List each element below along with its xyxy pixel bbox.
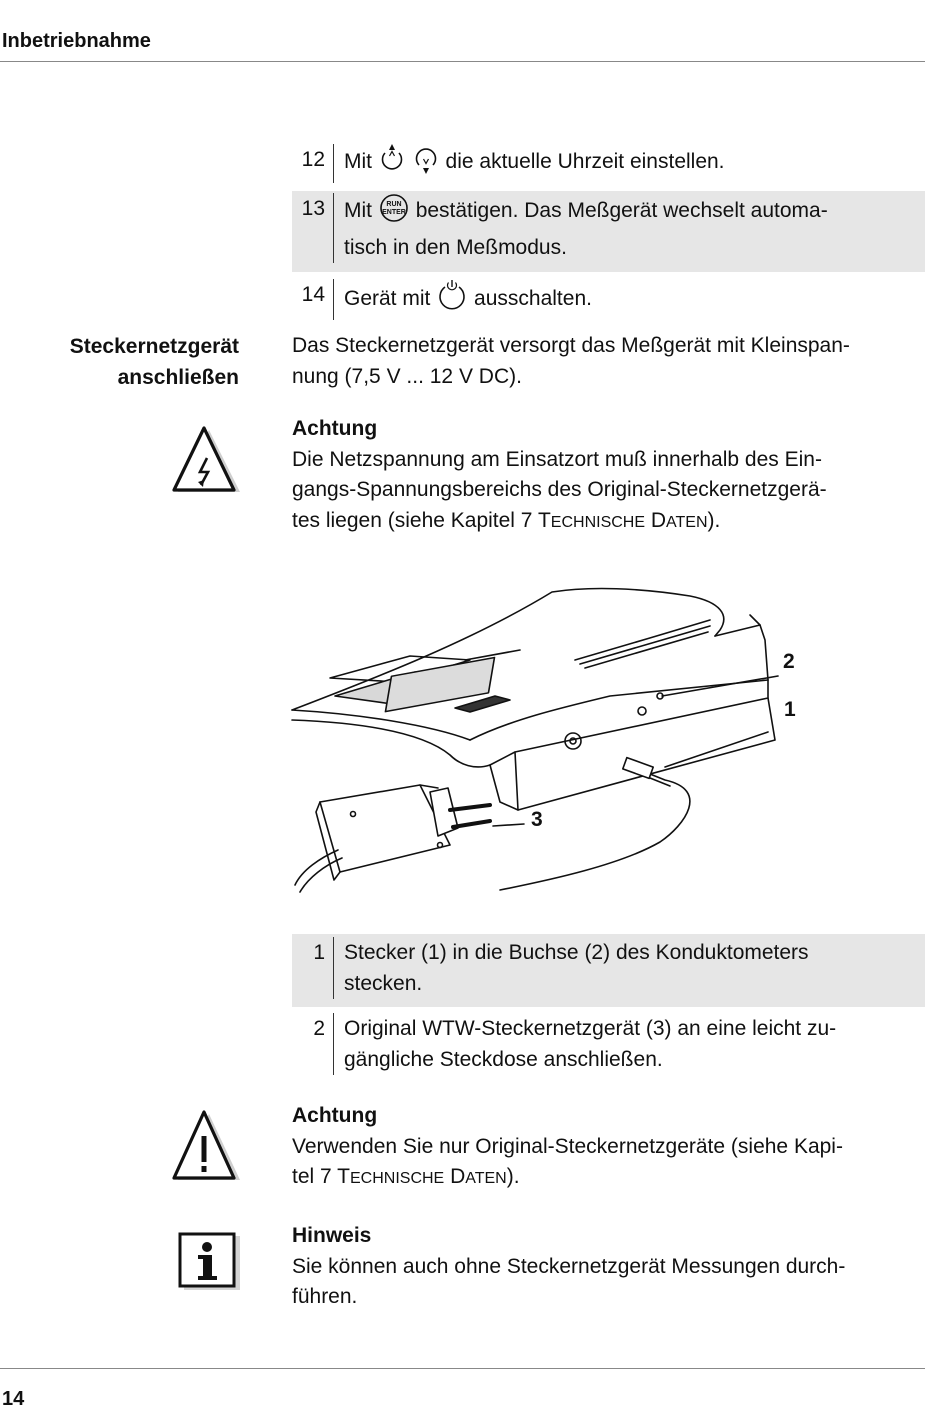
caution-text: tes liegen (siehe Kapitel 7 xyxy=(292,508,538,532)
running-header: Inbetriebnahme xyxy=(2,30,151,52)
step-text xyxy=(334,937,821,999)
intro-paragraph xyxy=(292,331,927,392)
step-text-line: Stecker (1) in die Buchse (2) des Konduktometers xyxy=(344,941,809,964)
chapter-ref-smallcaps: ECHNISCHE xyxy=(349,1170,445,1187)
step-number: 12 xyxy=(292,144,334,183)
steps-bottom xyxy=(292,934,925,1087)
chapter-ref-smallcaps: ATEN xyxy=(465,1170,507,1187)
intro-line: nung (7,5 V ... 12 V DC). xyxy=(292,364,522,388)
caution-line: Verwenden Sie nur Original-Steckernetzgeräte (siehe Kapi- xyxy=(292,1134,843,1158)
section-heading xyxy=(20,331,239,393)
step-row xyxy=(292,142,925,191)
step-row xyxy=(292,191,925,272)
callout-3: 3 xyxy=(531,808,543,831)
caution-text: ). xyxy=(506,1165,520,1188)
step-row xyxy=(292,1007,925,1087)
caution-line: gangs-Spannungsbereichs des Original-Steckernetzgerä- xyxy=(292,478,827,501)
step-text-part: Mit xyxy=(344,199,372,222)
run-label: RUN xyxy=(386,201,402,208)
callout-1: 1 xyxy=(784,698,796,721)
caution-text: ). xyxy=(707,508,721,532)
note-line: Sie können auch ohne Steckernetzgerät Messungen durch- xyxy=(292,1254,846,1278)
step-row xyxy=(292,934,925,1007)
chapter-ref-letter: D xyxy=(650,508,667,532)
note-title: Hinweis xyxy=(292,1224,372,1247)
chapter-ref-letter: D xyxy=(450,1165,466,1188)
electrical-hazard-icon xyxy=(170,424,242,494)
step-text-part: Mit xyxy=(344,150,372,173)
page-number: 14 xyxy=(2,1388,25,1410)
section-heading-line: Steckernetzgerät xyxy=(69,335,239,358)
step-text-part: bestätigen. Das Meßgerät wechselt automa- xyxy=(415,199,828,222)
note-block xyxy=(292,1221,927,1313)
steps-top xyxy=(292,142,925,334)
step-text-part: ausschalten. xyxy=(474,287,592,310)
header-rule xyxy=(0,61,925,62)
step-text-line: gängliche Steckdose anschließen. xyxy=(344,1048,663,1071)
step-text-line: Original WTW-Steckernetzgerät (3) an eine leicht zu- xyxy=(344,1017,837,1040)
down-arrow-key-icon xyxy=(412,144,440,183)
step-text-part: Gerät mit xyxy=(344,287,431,310)
caution-block xyxy=(292,1101,927,1195)
step-text xyxy=(334,279,604,320)
caution-line: Die Netzspannung am Einsatzort muß innerhalb des Ein- xyxy=(292,447,822,471)
caution-title: Achtung xyxy=(292,417,378,440)
chapter-ref-letter: T xyxy=(337,1165,350,1188)
section-heading-line: anschließen xyxy=(117,366,239,389)
step-number: 14 xyxy=(292,279,334,320)
enter-label: ENTER xyxy=(381,209,406,216)
run-enter-key-icon xyxy=(378,193,410,232)
step-number: 13 xyxy=(292,193,334,263)
up-arrow-key-icon xyxy=(378,144,406,183)
power-key-icon xyxy=(436,279,468,320)
chapter-ref-smallcaps: ATEN xyxy=(666,513,708,531)
step-number: 1 xyxy=(292,937,334,999)
step-text xyxy=(334,1013,848,1075)
step-number: 2 xyxy=(292,1013,334,1075)
warning-exclamation-icon xyxy=(170,1108,242,1178)
footer-rule xyxy=(0,1368,925,1369)
intro-line: Das Steckernetzgerät versorgt das Meßgerät mit Kleinspan- xyxy=(292,334,850,357)
info-icon xyxy=(178,1232,242,1292)
note-line: führen. xyxy=(292,1285,358,1308)
caution-title: Achtung xyxy=(292,1104,378,1127)
step-text xyxy=(334,144,737,183)
step-text-part: tisch in den Meßmodus. xyxy=(344,236,567,259)
step-text-line: stecken. xyxy=(344,972,423,995)
callout-2: 2 xyxy=(783,650,795,673)
caution-text: tel 7 xyxy=(292,1165,338,1188)
caution-line xyxy=(292,1162,927,1195)
caution-line xyxy=(292,506,927,539)
step-row xyxy=(292,272,925,334)
caution-block xyxy=(292,414,927,538)
device-illustration xyxy=(290,580,810,900)
step-text xyxy=(334,193,840,263)
step-text-part: die aktuelle Uhrzeit einstellen. xyxy=(445,150,725,173)
chapter-ref-letter: T xyxy=(537,508,551,532)
chapter-ref-smallcaps: ECHNISCHE xyxy=(550,513,646,531)
